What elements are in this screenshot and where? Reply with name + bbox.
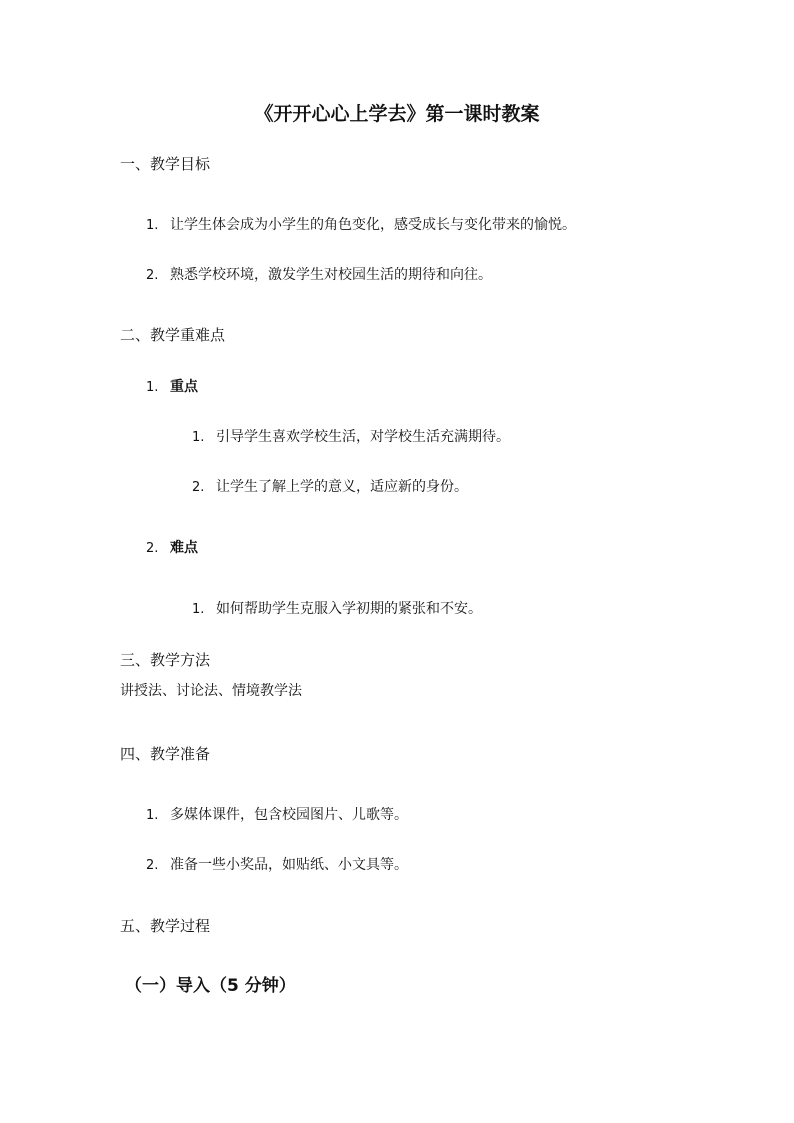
difficult-point-item-1 bbox=[192, 602, 482, 616]
difficult-point-heading bbox=[146, 541, 198, 555]
process-sub-heading: （一）导入（5 分钟） bbox=[125, 976, 296, 996]
goal-item-2 bbox=[146, 268, 492, 282]
section-heading-key-points: 二、教学重难点 bbox=[120, 326, 226, 344]
goal-item-1 bbox=[146, 218, 576, 232]
goal-item-1-number: 1. bbox=[146, 218, 159, 233]
key-point-item-2 bbox=[192, 480, 468, 494]
key-point-number: 1. bbox=[146, 380, 159, 395]
difficult-point-label: 难点 bbox=[170, 540, 198, 556]
goal-item-1-text: 让学生体会成为小学生的角色变化，感受成长与变化带来的愉悦。 bbox=[170, 217, 576, 233]
key-point-item-2-number: 2. bbox=[192, 480, 205, 495]
difficult-point-item-1-number: 1. bbox=[192, 602, 205, 617]
section-heading-goals: 一、教学目标 bbox=[120, 155, 211, 173]
section-heading-process: 五、教学过程 bbox=[120, 917, 211, 935]
preparation-item-1-number: 1. bbox=[146, 808, 159, 823]
section-heading-preparation: 四、教学准备 bbox=[120, 745, 211, 763]
difficult-point-item-1-text: 如何帮助学生克服入学初期的紧张和不安。 bbox=[216, 601, 482, 617]
difficult-point-number: 2. bbox=[146, 541, 159, 556]
key-point-item-1-number: 1. bbox=[192, 430, 205, 445]
key-point-item-1 bbox=[192, 430, 510, 444]
key-point-label: 重点 bbox=[170, 379, 198, 395]
goal-item-2-number: 2. bbox=[146, 268, 159, 283]
preparation-item-2 bbox=[146, 858, 408, 872]
key-point-item-1-text: 引导学生喜欢学校生活，对学校生活充满期待。 bbox=[216, 429, 510, 445]
key-point-heading bbox=[146, 380, 198, 394]
goal-item-2-text: 熟悉学校环境，激发学生对校园生活的期待和向往。 bbox=[170, 267, 492, 283]
preparation-item-1-text: 多媒体课件，包含校园图片、儿歌等。 bbox=[170, 807, 408, 823]
section-heading-methods: 三、教学方法 bbox=[120, 651, 211, 669]
preparation-item-1 bbox=[146, 808, 408, 822]
document-title: 《开开心心上学去》第一课时教案 bbox=[254, 103, 540, 125]
key-point-item-2-text: 让学生了解上学的意义，适应新的身份。 bbox=[216, 479, 468, 495]
preparation-item-2-number: 2. bbox=[146, 858, 159, 873]
methods-text: 讲授法、讨论法、情境教学法 bbox=[120, 683, 302, 699]
preparation-item-2-text: 准备一些小奖品，如贴纸、小文具等。 bbox=[170, 857, 408, 873]
